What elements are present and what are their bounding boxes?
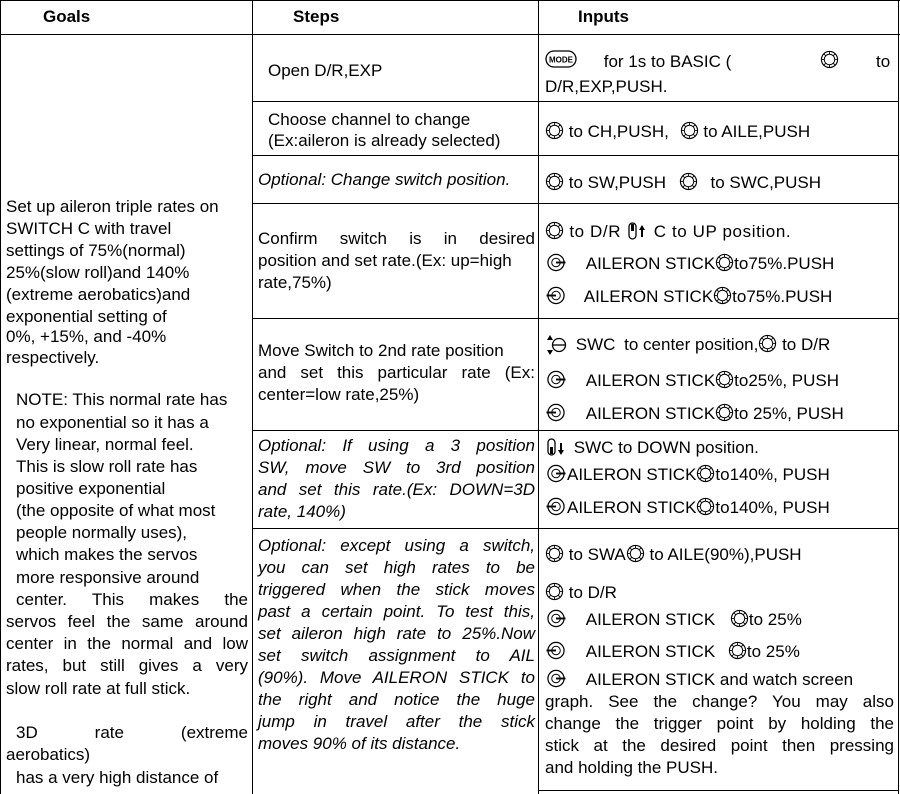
input-text: stick at the desired point then pressing	[545, 736, 894, 755]
step-7-line: you can set high rates to be	[258, 558, 535, 577]
dial-icon	[820, 50, 839, 69]
step-6-line: rate, 140%)	[258, 502, 346, 521]
step-4-line: Confirm switch is in desired	[258, 229, 535, 248]
goal-line: exponential setting of	[6, 307, 167, 326]
input-row-1a	[545, 50, 731, 73]
note-line: This is slow roll rate has	[16, 457, 198, 476]
dial-icon	[730, 609, 749, 628]
d3-line: has a very high distance of	[16, 768, 219, 787]
input-row-6c	[545, 497, 830, 519]
dial-icon	[626, 544, 645, 563]
svg-text:MODE: MODE	[549, 55, 573, 65]
row-divider-6	[252, 528, 899, 529]
note-line: center in the normal and low	[6, 634, 248, 653]
dial-icon	[713, 286, 732, 305]
dial-icon	[545, 544, 564, 563]
input-text: change the trigger point by holding the	[545, 714, 894, 733]
dial-icon	[696, 464, 715, 483]
dial-icon	[715, 403, 734, 422]
input-row-7d	[545, 641, 800, 663]
step-5-line: Move Switch to 2nd rate position	[258, 341, 504, 360]
step-7-line: moves 90% of its distance.	[258, 734, 461, 753]
row-divider-3	[252, 203, 899, 204]
note-line: Very linear, normal feel.	[16, 435, 194, 454]
input-text: to 25%, PUSH	[734, 404, 844, 423]
stick-right-icon	[545, 464, 567, 483]
input-text: to75%.PUSH	[734, 254, 835, 273]
input-text: AILERON STICK	[585, 254, 716, 273]
dial-icon	[715, 253, 734, 272]
goal-line: 0%, +15%, and -40%	[6, 327, 167, 346]
input-text: SWC	[575, 335, 616, 354]
step-2-line: Choose channel to change	[268, 110, 471, 129]
switch-down-icon	[545, 437, 567, 456]
goal-line: (extreme aerobatics)and	[6, 285, 191, 304]
switch-up-icon	[626, 221, 648, 240]
input-row-7a	[545, 544, 802, 566]
stick-right-icon	[545, 609, 567, 628]
input-text: to 25%	[746, 642, 800, 661]
goal-line: Set up aileron triple rates on	[6, 197, 219, 216]
step-3: Optional: Change switch position.	[258, 170, 511, 189]
stick-left-icon	[545, 403, 567, 422]
step-7-line: past a certain point. To test this,	[258, 602, 535, 621]
column-divider-2	[538, 0, 539, 794]
note-line: (the opposite of what most	[16, 501, 216, 520]
step-6-line: SW, move SW to 3rd position	[258, 458, 535, 477]
goal-line: respectively.	[6, 348, 100, 367]
input-text: AILERON STICK	[585, 371, 716, 390]
input-text: AILERON STICK and watch screen	[585, 670, 854, 689]
note-line: center. This makes the	[16, 590, 248, 609]
header-divider	[0, 34, 900, 35]
input-text: to 25%	[748, 610, 802, 629]
input-text: to center position,	[624, 335, 759, 354]
row-divider-4	[252, 318, 899, 319]
input-text: AILERON STICK	[567, 498, 697, 517]
input-row-5a	[545, 334, 830, 356]
step-1: Open D/R,EXP	[268, 61, 383, 80]
input-text: C to UP position.	[653, 222, 792, 241]
step-4-line: position and set rate.(Ex: up=high	[258, 251, 512, 270]
row-divider-5	[252, 430, 899, 431]
input-text: to140%, PUSH	[715, 465, 830, 484]
input-text: D/R,EXP,PUSH.	[545, 77, 668, 96]
input-text: graph. See the change? You may also	[545, 692, 894, 711]
stick-left-icon	[545, 497, 567, 516]
input-row-6b	[545, 464, 830, 486]
step-7-line: the right and notice the huge	[258, 690, 535, 709]
stick-right-icon	[545, 669, 567, 688]
stick-right-icon	[545, 253, 567, 272]
input-text: AILERON STICK	[567, 465, 697, 484]
input-row-5c	[545, 403, 844, 425]
note-line: positive exponential	[16, 479, 166, 498]
header-goals: Goals	[43, 7, 91, 26]
note-line: slow roll rate at full stick.	[6, 679, 191, 698]
row-divider-1	[252, 101, 899, 102]
note-line: NOTE: This normal rate has	[16, 390, 228, 409]
input-row-3	[545, 172, 821, 194]
input-text: to	[876, 52, 891, 71]
goal-line: settings of 75%(normal)	[6, 241, 186, 260]
input-text: to SWA	[568, 545, 626, 564]
dial-icon	[680, 121, 699, 140]
d3-line: 3D rate (extreme	[16, 723, 248, 742]
input-text: to75%.PUSH	[732, 287, 833, 306]
input-text: AILERON STICK	[585, 610, 716, 629]
step-7-line: (90%). Move AILERON STICK to	[258, 668, 535, 687]
dial-icon	[545, 582, 564, 601]
input-text: to D/R	[569, 222, 622, 241]
goal-line: 25%(slow roll)and 140%	[6, 263, 190, 282]
note-line: no exponential so it has a	[16, 413, 209, 432]
header-inputs: Inputs	[578, 7, 629, 26]
input-row-7e	[545, 669, 853, 691]
input-row-5b	[545, 370, 839, 392]
input-text: to25%, PUSH	[734, 371, 840, 390]
step-2-line: (Ex:aileron is already selected)	[268, 131, 501, 150]
input-text: AILERON STICK	[583, 287, 714, 306]
stick-right-icon	[545, 370, 567, 389]
dial-icon	[696, 497, 715, 516]
step-5-line: and set this particular rate (Ex:	[258, 363, 535, 382]
step-7-line: jump in travel after the stick	[258, 712, 535, 731]
input-row-4a	[545, 221, 791, 243]
input-row-6a	[545, 437, 759, 459]
input-row-4c	[545, 286, 832, 308]
row-divider-2	[252, 155, 899, 156]
step-6-line: and set this rate.(Ex: DOWN=3D	[258, 480, 535, 499]
input-text: to SWC,PUSH	[710, 173, 822, 192]
input-text: to AILE(90%),PUSH	[649, 545, 802, 564]
input-row-2	[545, 121, 810, 143]
note-line: rates, but still gives a very	[6, 656, 248, 675]
stick-left-icon	[545, 286, 567, 305]
step-7-line: set aileron high rate to 25%.Now	[258, 624, 535, 643]
input-text: to AILE,PUSH	[703, 122, 811, 141]
input-text: to140%, PUSH	[715, 498, 830, 517]
dial-icon	[758, 334, 777, 353]
input-text: AILERON STICK	[585, 404, 716, 423]
input-text: for 1s to BASIC (	[603, 52, 732, 71]
step-7-line: triggered when the stick moves	[258, 580, 535, 599]
dial-icon	[679, 172, 698, 191]
table-border-top	[0, 0, 900, 1]
note-line: more responsive around	[16, 568, 200, 587]
step-6-line: Optional: If using a 3 position	[258, 436, 535, 455]
header-steps: Steps	[293, 7, 340, 26]
input-text: SWC to DOWN position.	[573, 438, 759, 457]
dial-icon	[728, 641, 747, 660]
input-text: and holding the PUSH.	[545, 758, 718, 777]
note-line: servos feel the same around	[6, 612, 248, 631]
table-border-right	[898, 0, 899, 794]
column-divider-1	[252, 0, 253, 794]
input-text: to CH,PUSH,	[568, 122, 669, 141]
step-7-line: set switch assignment to AIL	[258, 646, 535, 665]
step-7-line: Optional: except using a switch,	[258, 536, 535, 555]
input-row-4b	[545, 253, 834, 275]
table-border-left	[0, 0, 1, 794]
step-4-line: rate,75%)	[258, 273, 332, 292]
input-row-7c	[545, 609, 802, 631]
switch-center-icon	[545, 334, 567, 353]
input-text: AILERON STICK	[585, 642, 716, 661]
dial-icon	[545, 221, 564, 240]
note-line: people normally uses),	[16, 523, 188, 542]
row-divider-7	[538, 790, 899, 791]
dial-icon	[715, 370, 734, 389]
input-text: to D/R	[782, 335, 831, 354]
step-5-line: center=low rate,25%)	[258, 385, 420, 404]
input-text: to SW,PUSH	[568, 173, 667, 192]
note-line: which makes the servos	[16, 545, 198, 564]
d3-line: aerobatics)	[6, 745, 91, 764]
mode-button-icon	[545, 50, 577, 68]
input-text: to D/R	[568, 583, 617, 602]
goal-line: SWITCH C with travel	[6, 219, 172, 238]
dial-icon	[545, 172, 564, 191]
dial-icon	[545, 121, 564, 140]
stick-left-icon	[545, 641, 567, 660]
input-row-7b	[545, 582, 617, 604]
